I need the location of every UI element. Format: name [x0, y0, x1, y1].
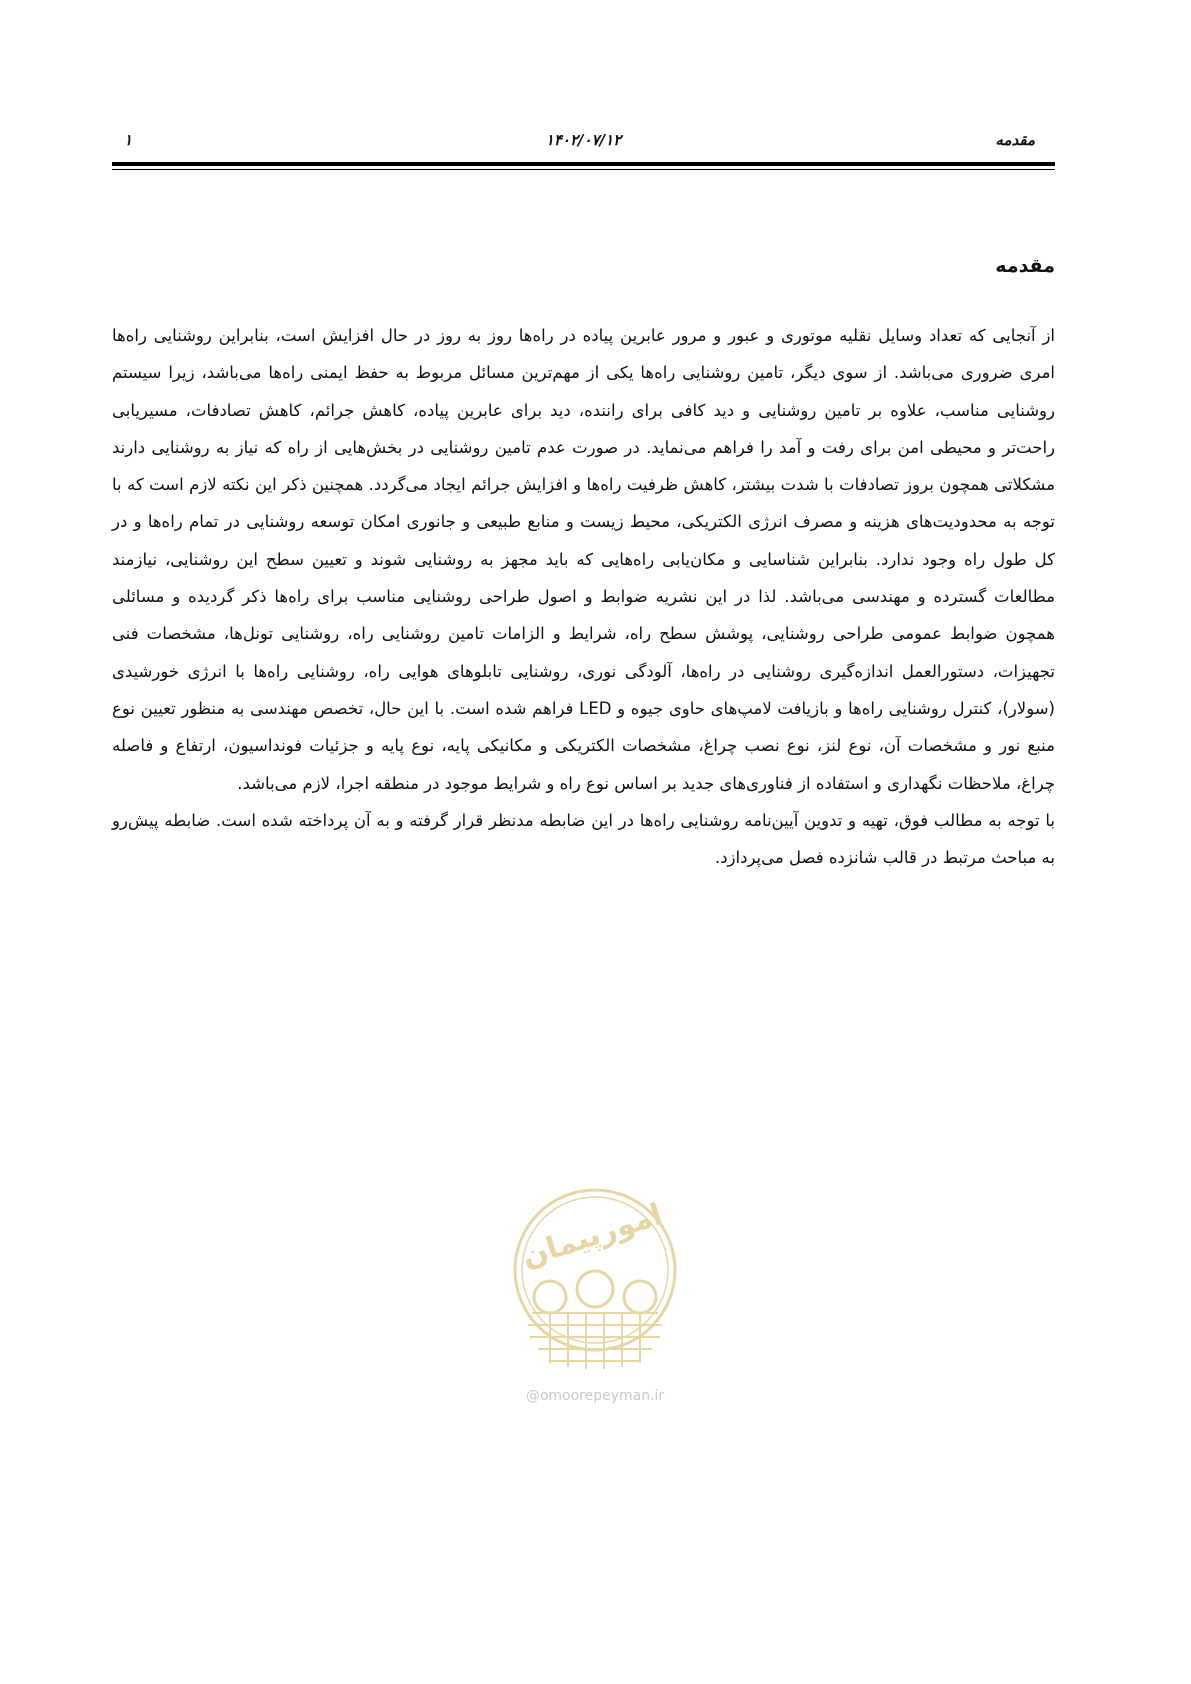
header-rule-thick: [112, 162, 1055, 166]
header-page-number: ۱: [124, 131, 133, 149]
watermark-logo-text: امورپیمان: [517, 1196, 667, 1276]
watermark-grid: [528, 1313, 662, 1369]
watermark-handle: @omoorepeyman.ir: [525, 1388, 665, 1404]
paragraph-2: با توجه به مطالب فوق، تهیه و تدوین آیین‌نامه روشنایی راه‌ها در این ضابطه مدنظر قرار گرفته و به آن پرداخته شده است. ضابطه پیش‌رو به مباحث مرتبط در قالب شانزده فصل می‌پردازد.: [112, 810, 1055, 868]
paragraph-1: از آنجایی که تعداد وسایل نقلیه موتوری و عبور و مرور عابرین پیاده در راه‌ها روز به روز در حال افزایش است، بنابراین روشنایی راه‌ها امری ضروری می‌باشد. از سوی دیگر، تامین روشنایی راه‌ها یکی از مهم‌ترین مسائل مربوط به حفظ ایمنی راه‌ها می‌باشد، زیرا سیستم روشنایی مناسب، علاوه بر تامین روشنایی و دید کافی برای راننده، دید برای عابرین پیاده، کاهش جرائم، کاهش تصادفات، مسیریابی راحت‌تر و محیطی امن برای رفت و آمد را فراهم می‌نماید. در صورت عدم تامین روشنایی در بخش‌هایی از راه که نیاز به روشنایی دارند مشکلاتی همچون بروز تصادفات با شدت بیشتر، کاهش ظرفیت راه‌ها و افزایش جرائم ایجاد می‌گردد. همچنین ذکر این نکته لازم است که با توجه به محدودیت‌های هزینه و مصرف انرژی الکتریکی، محیط زیست و منابع طبیعی و جانوری امکان توسعه روشنایی در تمام راه‌ها و در کل طول راه وجود ندارد. بنابراین شناسایی و مکان‌یابی راه‌هایی که باید مجهز به روشنایی شوند و تعیین سطح این روشنایی، نیازمند مطالعات گسترده و مهندسی می‌باشد. لذا در این نشریه ضوابط و اصول طراحی روشنایی مناسب برای راه‌ها ذکر گردیده و مسائلی همچون ضوابط عمومی طراحی روشنایی، پوشش سطح راه، شرایط و الزامات تامین روشنایی راه، روشنایی تونل‌ها، مشخصات فنی تجهیزات، دستورالعمل اندازه‌گیری روشنایی در راه‌ها، آلودگی نوری، روشنایی تابلوهای هوایی راه، روشنایی راه‌ها با انرژی خورشیدی (سولار)، کنترل روشنایی راه‌ها و بازیافت لامپ‌های حاوی جیوه و LED فراهم شده است. با این حال، تخصص مهندسی به منظور تعیین نوع منبع نور و مشخصات آن، نوع لنز، نوع نصب چراغ، مشخصات الکتریکی و مکانیکی پایه، نوع پایه و جزئیات فونداسیون، ارتفاع و فاصله چراغ، ملاحظات نگهداری و استفاده از فناوری‌های جدید بر اساس نوع راه و شرایط موجود در منطقه اجرا، لازم می‌باشد.: [112, 326, 1055, 793]
gear-icon: [534, 1281, 566, 1313]
watermark-logo: [510, 1185, 680, 1385]
gear-icon: [624, 1281, 656, 1313]
body-text: [112, 317, 1055, 876]
gear-icon: [577, 1271, 613, 1307]
page-header: [112, 128, 1055, 158]
header-chapter-title: مقدمه: [995, 131, 1035, 149]
section-title: مقدمه: [995, 255, 1055, 277]
header-rule-thin: [112, 169, 1055, 170]
header-date: ۱۴۰۲/۰۷/۱۲: [545, 131, 622, 149]
